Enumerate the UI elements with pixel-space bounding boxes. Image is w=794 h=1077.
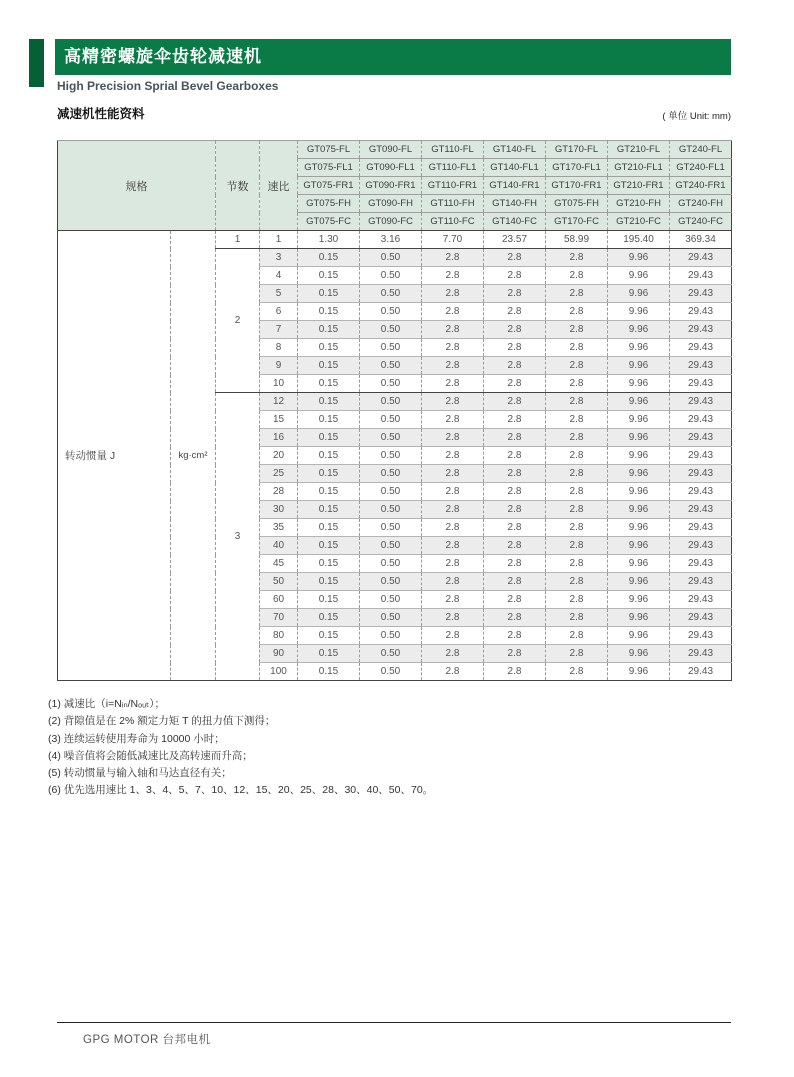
value-cell: 29.43	[670, 267, 732, 285]
value-cell: 2.8	[546, 357, 608, 375]
value-cell: 2.8	[484, 447, 546, 465]
value-cell: 0.15	[298, 393, 360, 411]
model-header-row	[58, 141, 732, 159]
value-cell: 9.96	[608, 285, 670, 303]
value-cell: 2.8	[422, 411, 484, 429]
value-cell: 2.8	[484, 573, 546, 591]
value-cell: 2.8	[546, 267, 608, 285]
ratio-cell: 12	[260, 393, 298, 411]
value-cell: 2.8	[546, 303, 608, 321]
value-cell: 2.8	[484, 519, 546, 537]
value-cell: 0.15	[298, 357, 360, 375]
value-cell: 0.15	[298, 519, 360, 537]
value-cell: 29.43	[670, 537, 732, 555]
model-header-cell: GT110-FL	[422, 141, 484, 159]
value-cell: 0.50	[360, 465, 422, 483]
ratio-cell: 25	[260, 465, 298, 483]
value-cell: 9.96	[608, 537, 670, 555]
value-cell: 2.8	[484, 267, 546, 285]
value-cell: 29.43	[670, 285, 732, 303]
value-cell: 0.15	[298, 555, 360, 573]
spec-header-cell: 规格	[58, 141, 216, 231]
value-cell: 9.96	[608, 591, 670, 609]
value-cell: 2.8	[422, 447, 484, 465]
value-cell: 9.96	[608, 303, 670, 321]
ratio-cell: 4	[260, 267, 298, 285]
footer	[57, 1022, 731, 1047]
value-cell: 29.43	[670, 645, 732, 663]
ratio-cell: 1	[260, 231, 298, 249]
brand-text: GPG MOTOR 台邦电机	[83, 1034, 211, 1046]
ratio-cell: 6	[260, 303, 298, 321]
ratio-cell: 3	[260, 249, 298, 267]
value-cell: 0.15	[298, 537, 360, 555]
value-cell: 29.43	[670, 249, 732, 267]
value-cell: 9.96	[608, 267, 670, 285]
ratio-cell: 5	[260, 285, 298, 303]
ratio-cell: 80	[260, 627, 298, 645]
footnote-line: (3) 连续运转使用寿命为 10000 小时；	[48, 732, 225, 745]
value-cell: 0.15	[298, 465, 360, 483]
value-cell: 9.96	[608, 555, 670, 573]
model-header-cell: GT240-FL1	[670, 159, 732, 177]
ratio-cell: 20	[260, 447, 298, 465]
value-cell: 2.8	[484, 375, 546, 393]
value-cell: 9.96	[608, 609, 670, 627]
value-cell: 9.96	[608, 663, 670, 681]
left-accent-bar	[29, 39, 44, 87]
value-cell: 2.8	[546, 627, 608, 645]
ratio-cell: 10	[260, 375, 298, 393]
ratio-cell: 35	[260, 519, 298, 537]
value-cell: 0.15	[298, 591, 360, 609]
stages-cell: 3	[216, 393, 260, 681]
value-cell: 9.96	[608, 393, 670, 411]
model-header-cell: GT110-FC	[422, 213, 484, 231]
value-cell: 2.8	[422, 375, 484, 393]
value-cell: 2.8	[422, 483, 484, 501]
ratio-cell: 28	[260, 483, 298, 501]
value-cell: 0.50	[360, 645, 422, 663]
value-cell: 2.8	[546, 555, 608, 573]
value-cell: 0.50	[360, 321, 422, 339]
value-cell: 2.8	[484, 591, 546, 609]
spec-unit-cell: kg·cm²	[171, 231, 216, 681]
ratio-cell: 50	[260, 573, 298, 591]
value-cell: 9.96	[608, 573, 670, 591]
value-cell: 2.8	[546, 609, 608, 627]
value-cell: 1.30	[298, 231, 360, 249]
value-cell: 2.8	[546, 375, 608, 393]
value-cell: 0.50	[360, 357, 422, 375]
value-cell: 0.50	[360, 663, 422, 681]
value-cell: 0.50	[360, 627, 422, 645]
value-cell: 29.43	[670, 429, 732, 447]
value-cell: 2.8	[484, 501, 546, 519]
value-cell: 2.8	[546, 393, 608, 411]
title-bar	[55, 39, 731, 75]
stages-header-cell: 节数	[216, 141, 260, 231]
value-cell: 29.43	[670, 303, 732, 321]
value-cell: 2.8	[546, 501, 608, 519]
value-cell: 29.43	[670, 501, 732, 519]
value-cell: 2.8	[422, 573, 484, 591]
value-cell: 2.8	[484, 321, 546, 339]
value-cell: 2.8	[484, 465, 546, 483]
value-cell: 2.8	[484, 627, 546, 645]
value-cell: 0.15	[298, 501, 360, 519]
value-cell: 9.96	[608, 483, 670, 501]
value-cell: 9.96	[608, 465, 670, 483]
model-header-cell: GT140-FL1	[484, 159, 546, 177]
value-cell: 2.8	[422, 663, 484, 681]
model-header-cell: GT210-FL	[608, 141, 670, 159]
value-cell: 2.8	[422, 645, 484, 663]
model-header-cell: GT210-FC	[608, 213, 670, 231]
model-header-cell: GT110-FH	[422, 195, 484, 213]
value-cell: 2.8	[422, 357, 484, 375]
value-cell: 0.50	[360, 267, 422, 285]
value-cell: 3.16	[360, 231, 422, 249]
value-cell: 0.15	[298, 249, 360, 267]
value-cell: 0.50	[360, 591, 422, 609]
value-cell: 0.15	[298, 285, 360, 303]
value-cell: 0.50	[360, 447, 422, 465]
ratio-cell: 8	[260, 339, 298, 357]
value-cell: 2.8	[546, 339, 608, 357]
model-header-cell: GT090-FR1	[360, 177, 422, 195]
value-cell: 0.50	[360, 393, 422, 411]
model-header-cell: GT170-FC	[546, 213, 608, 231]
value-cell: 2.8	[546, 573, 608, 591]
value-cell: 2.8	[484, 303, 546, 321]
value-cell: 29.43	[670, 465, 732, 483]
value-cell: 2.8	[422, 555, 484, 573]
value-cell: 2.8	[546, 429, 608, 447]
value-cell: 29.43	[670, 483, 732, 501]
value-cell: 2.8	[484, 339, 546, 357]
model-header-cell: GT075-FR1	[298, 177, 360, 195]
value-cell: 29.43	[670, 519, 732, 537]
value-cell: 0.15	[298, 339, 360, 357]
page-subtitle: High Precision Sprial Bevel Gearboxes	[57, 79, 279, 93]
value-cell: 2.8	[546, 447, 608, 465]
model-header-cell: GT075-FL	[298, 141, 360, 159]
value-cell: 0.50	[360, 285, 422, 303]
value-cell: 2.8	[422, 321, 484, 339]
model-header-cell: GT110-FR1	[422, 177, 484, 195]
ratio-cell: 16	[260, 429, 298, 447]
value-cell: 29.43	[670, 339, 732, 357]
value-cell: 2.8	[484, 663, 546, 681]
value-cell: 0.15	[298, 609, 360, 627]
value-cell: 2.8	[546, 645, 608, 663]
footnotes	[48, 696, 433, 800]
value-cell: 9.96	[608, 501, 670, 519]
value-cell: 2.8	[422, 609, 484, 627]
value-cell: 23.57	[484, 231, 546, 249]
value-cell: 0.15	[298, 411, 360, 429]
value-cell: 9.96	[608, 339, 670, 357]
performance-table	[57, 140, 732, 681]
value-cell: 58.99	[546, 231, 608, 249]
value-cell: 2.8	[484, 285, 546, 303]
section-heading-row	[57, 104, 731, 122]
value-cell: 2.8	[422, 339, 484, 357]
stages-cell: 2	[216, 249, 260, 393]
model-header-cell: GT210-FR1	[608, 177, 670, 195]
value-cell: 0.50	[360, 609, 422, 627]
value-cell: 29.43	[670, 447, 732, 465]
value-cell: 0.50	[360, 519, 422, 537]
value-cell: 29.43	[670, 627, 732, 645]
value-cell: 9.96	[608, 357, 670, 375]
value-cell: 9.96	[608, 519, 670, 537]
model-header-cell: GT075-FH	[298, 195, 360, 213]
page-title: 高精密螺旋伞齿轮减速机	[64, 47, 262, 66]
value-cell: 2.8	[484, 357, 546, 375]
value-cell: 2.8	[484, 393, 546, 411]
model-header-cell: GT110-FL1	[422, 159, 484, 177]
ratio-cell: 40	[260, 537, 298, 555]
value-cell: 29.43	[670, 663, 732, 681]
model-header-cell: GT170-FL1	[546, 159, 608, 177]
value-cell: 2.8	[484, 555, 546, 573]
footnote-line: (2) 背隙值是在 2% 额定力矩 T 的扭力值下测得；	[48, 715, 276, 728]
value-cell: 2.8	[546, 483, 608, 501]
value-cell: 0.50	[360, 537, 422, 555]
ratio-cell: 45	[260, 555, 298, 573]
model-header-cell: GT140-FR1	[484, 177, 546, 195]
value-cell: 2.8	[546, 537, 608, 555]
ratio-cell: 7	[260, 321, 298, 339]
model-header-cell: GT075-FL1	[298, 159, 360, 177]
ratio-cell: 100	[260, 663, 298, 681]
value-cell: 0.50	[360, 573, 422, 591]
value-cell: 0.50	[360, 249, 422, 267]
value-cell: 2.8	[422, 519, 484, 537]
model-header-cell: GT140-FL	[484, 141, 546, 159]
value-cell: 29.43	[670, 393, 732, 411]
ratio-cell: 90	[260, 645, 298, 663]
model-header-cell: GT075-FH	[546, 195, 608, 213]
value-cell: 0.50	[360, 375, 422, 393]
value-cell: 0.15	[298, 267, 360, 285]
value-cell: 2.8	[422, 501, 484, 519]
value-cell: 2.8	[546, 249, 608, 267]
value-cell: 2.8	[484, 249, 546, 267]
footnote-line: (6) 优先选用速比 1、3、4、5、7、10、12、15、20、25、28、30、40、50、70。	[48, 784, 434, 797]
model-header-cell: GT210-FL1	[608, 159, 670, 177]
stages-cell: 1	[216, 231, 260, 249]
value-cell: 2.8	[422, 303, 484, 321]
value-cell: 0.15	[298, 375, 360, 393]
value-cell: 29.43	[670, 411, 732, 429]
value-cell: 0.50	[360, 429, 422, 447]
value-cell: 2.8	[422, 285, 484, 303]
value-cell: 2.8	[422, 591, 484, 609]
ratio-header-cell: 速比	[260, 141, 298, 231]
value-cell: 2.8	[546, 663, 608, 681]
value-cell: 0.15	[298, 447, 360, 465]
model-header-cell: GT090-FH	[360, 195, 422, 213]
value-cell: 2.8	[422, 537, 484, 555]
value-cell: 9.96	[608, 447, 670, 465]
model-header-cell: GT090-FL1	[360, 159, 422, 177]
value-cell: 2.8	[546, 411, 608, 429]
value-cell: 0.50	[360, 303, 422, 321]
value-cell: 0.50	[360, 483, 422, 501]
value-cell: 2.8	[422, 267, 484, 285]
value-cell: 29.43	[670, 375, 732, 393]
value-cell: 0.15	[298, 645, 360, 663]
footnote-line: (1) 减速比（i=Nᵢₙ/Nₒᵤₜ）；	[48, 698, 165, 710]
value-cell: 0.50	[360, 339, 422, 357]
value-cell: 0.15	[298, 663, 360, 681]
model-header-cell: GT075-FC	[298, 213, 360, 231]
model-header-cell: GT240-FL	[670, 141, 732, 159]
unit-note: ( 单位 Unit: mm)	[662, 111, 731, 122]
ratio-cell: 70	[260, 609, 298, 627]
value-cell: 2.8	[484, 645, 546, 663]
value-cell: 2.8	[546, 321, 608, 339]
value-cell: 2.8	[484, 609, 546, 627]
value-cell: 2.8	[484, 429, 546, 447]
value-cell: 9.96	[608, 411, 670, 429]
value-cell: 0.15	[298, 321, 360, 339]
ratio-cell: 9	[260, 357, 298, 375]
value-cell: 2.8	[546, 519, 608, 537]
value-cell: 29.43	[670, 555, 732, 573]
value-cell: 2.8	[422, 465, 484, 483]
value-cell: 0.50	[360, 411, 422, 429]
model-header-cell: GT090-FC	[360, 213, 422, 231]
model-header-cell: GT170-FL	[546, 141, 608, 159]
value-cell: 2.8	[484, 483, 546, 501]
value-cell: 2.8	[546, 465, 608, 483]
value-cell: 195.40	[608, 231, 670, 249]
value-cell: 0.15	[298, 429, 360, 447]
value-cell: 2.8	[422, 393, 484, 411]
model-header-cell: GT090-FL	[360, 141, 422, 159]
model-header-cell: GT140-FH	[484, 195, 546, 213]
value-cell: 2.8	[422, 429, 484, 447]
value-cell: 9.96	[608, 429, 670, 447]
value-cell: 29.43	[670, 591, 732, 609]
value-cell: 29.43	[670, 357, 732, 375]
ratio-cell: 60	[260, 591, 298, 609]
section-title: 减速机性能资料	[57, 107, 145, 121]
value-cell: 2.8	[422, 249, 484, 267]
value-cell: 2.8	[484, 537, 546, 555]
value-cell: 2.8	[422, 627, 484, 645]
ratio-cell: 15	[260, 411, 298, 429]
value-cell: 2.8	[546, 285, 608, 303]
spec-label-cell: 转动惯量 J	[58, 231, 171, 681]
value-cell: 9.96	[608, 645, 670, 663]
value-cell: 9.96	[608, 627, 670, 645]
ratio-cell: 30	[260, 501, 298, 519]
value-cell: 9.96	[608, 249, 670, 267]
model-header-cell: GT240-FC	[670, 213, 732, 231]
value-cell: 369.34	[670, 231, 732, 249]
value-cell: 9.96	[608, 375, 670, 393]
value-cell: 0.15	[298, 573, 360, 591]
value-cell: 9.96	[608, 321, 670, 339]
model-header-cell: GT240-FR1	[670, 177, 732, 195]
value-cell: 0.50	[360, 555, 422, 573]
value-cell: 29.43	[670, 321, 732, 339]
value-cell: 29.43	[670, 609, 732, 627]
value-cell: 0.15	[298, 483, 360, 501]
value-cell: 2.8	[484, 411, 546, 429]
model-header-cell: GT140-FC	[484, 213, 546, 231]
value-cell: 29.43	[670, 573, 732, 591]
value-cell: 0.15	[298, 303, 360, 321]
value-cell: 2.8	[546, 591, 608, 609]
value-cell: 0.15	[298, 627, 360, 645]
table-row	[58, 231, 732, 249]
value-cell: 7.70	[422, 231, 484, 249]
model-header-cell: GT210-FH	[608, 195, 670, 213]
value-cell: 0.50	[360, 501, 422, 519]
model-header-cell: GT240-FH	[670, 195, 732, 213]
model-header-cell: GT170-FR1	[546, 177, 608, 195]
footnote-line: (5) 转动惯量与输入轴和马达直径有关；	[48, 767, 232, 780]
footnote-line: (4) 噪音值将会随低减速比及高转速而升高；	[48, 749, 253, 762]
